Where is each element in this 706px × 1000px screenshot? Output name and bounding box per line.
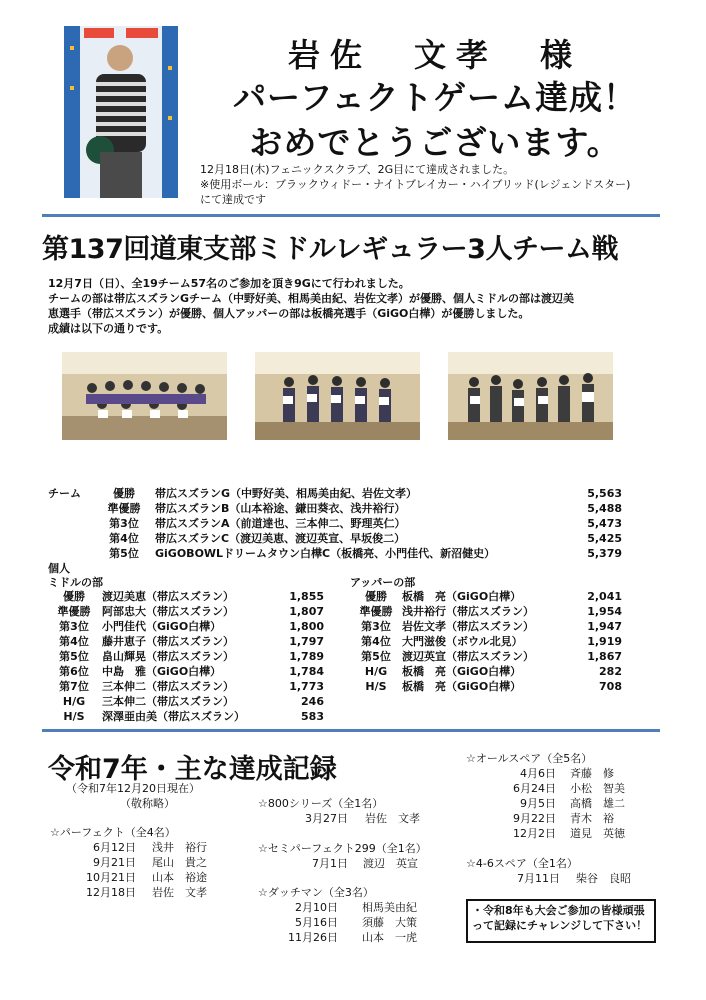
upper-name: 板橋 亮（GiGO白樺） bbox=[402, 665, 522, 678]
record-date: 2月10日 bbox=[295, 901, 338, 914]
ball-note: ※使用ボール：ブラックウィドー・ナイトブレイカー・ハイブリッド(レジェンドスター)にて達成です bbox=[200, 178, 631, 206]
headline: パーフェクトゲーム達成！ bbox=[232, 78, 638, 117]
record-category-semi: ☆セミパーフェクト299（全1名） bbox=[258, 842, 427, 855]
team-score: 5,425 bbox=[587, 532, 622, 545]
record-name: 渡辺 英宣 bbox=[363, 857, 418, 870]
record-name: 道見 英徳 bbox=[570, 827, 625, 840]
records-title: 令和7年・主な達成記録 bbox=[48, 754, 337, 785]
middle-score: 1,773 bbox=[289, 680, 324, 693]
record-name: 小松 智美 bbox=[570, 782, 625, 795]
divider bbox=[42, 729, 660, 732]
upper-rank: 準優勝 bbox=[359, 605, 393, 618]
middle-rank: 第5位 bbox=[59, 650, 89, 663]
group-photo-team-1 bbox=[62, 352, 227, 440]
middle-rank: 第3位 bbox=[59, 620, 89, 633]
record-date: 6月24日 bbox=[513, 782, 556, 795]
middle-score: 583 bbox=[301, 710, 324, 723]
record-date: 10月21日 bbox=[86, 871, 136, 884]
event-title: 第137回道東支部ミドルレギュラー3人チーム戦 bbox=[42, 234, 618, 265]
middle-rank: H/G bbox=[62, 695, 86, 708]
team-label: チーム bbox=[48, 487, 81, 500]
upper-rank: H/S bbox=[365, 680, 387, 693]
middle-rank: 第6位 bbox=[59, 665, 89, 678]
middle-name: 藤井恵子（帯広スズラン） bbox=[102, 635, 234, 648]
as-of-date: （令和7年12月20日現在） bbox=[66, 782, 200, 795]
record-date: 9月22日 bbox=[513, 812, 556, 825]
middle-rank: H/S bbox=[63, 710, 85, 723]
upper-division-label: アッパーの部 bbox=[350, 576, 416, 589]
team-rank: 第3位 bbox=[109, 517, 139, 530]
divider bbox=[42, 214, 660, 217]
middle-name: 深澤亜由美（帯広スズラン） bbox=[102, 710, 245, 723]
record-name: 斉藤 修 bbox=[570, 767, 614, 780]
record-category-s800: ☆800シリーズ（全1名） bbox=[258, 797, 384, 810]
record-date: 12月2日 bbox=[513, 827, 556, 840]
middle-name: 渡辺美恵（帯広スズラン） bbox=[102, 590, 234, 603]
event-intro: 12月7日（日）、全19チーム57名のご参加を頂き9Gにて行われました。 bbox=[48, 277, 410, 290]
record-name: 尾山 貴之 bbox=[152, 856, 207, 869]
individual-label: 個人 bbox=[48, 562, 70, 575]
record-name: 青木 裕 bbox=[570, 812, 614, 825]
middle-name: 中島 雅（GiGO白樺） bbox=[102, 665, 222, 678]
team-rank: 準優勝 bbox=[107, 502, 141, 515]
record-name: 岩佐 文孝 bbox=[365, 812, 420, 825]
middle-rank: 優勝 bbox=[63, 590, 85, 603]
middle-name: 小門佳代（GiGO白樺） bbox=[102, 620, 222, 633]
upper-score: 708 bbox=[599, 680, 622, 693]
record-name: 浅井 裕行 bbox=[152, 841, 207, 854]
upper-score: 1,867 bbox=[587, 650, 622, 663]
congrats-text: おめでとうございます。 bbox=[249, 123, 621, 162]
record-date: 9月5日 bbox=[520, 797, 556, 810]
team-name: 帯広スズランB（山本裕途、鎌田葵衣、浅井裕行） bbox=[155, 502, 406, 515]
middle-name: 三本伸二（帯広スズラン） bbox=[102, 680, 234, 693]
middle-score: 1,789 bbox=[289, 650, 324, 663]
upper-score: 1,954 bbox=[587, 605, 622, 618]
record-date: 4月6日 bbox=[520, 767, 556, 780]
record-category-spare46: ☆4-6スペア（全1名） bbox=[466, 857, 578, 870]
team-name: 帯広スズランC（渡辺美恵、渡辺英宣、早坂俊二） bbox=[155, 532, 406, 545]
record-category-dutch: ☆ダッチマン（全3名） bbox=[258, 886, 374, 899]
record-date: 3月27日 bbox=[305, 812, 348, 825]
record-date: 6月12日 bbox=[93, 841, 136, 854]
group-photo-team-3 bbox=[448, 352, 613, 440]
middle-name: 阿部忠大（帯広スズラン） bbox=[102, 605, 234, 618]
middle-name: 三本伸二（帯広スズラン） bbox=[102, 695, 234, 708]
message-box: ・令和8年も大会ご参加の皆様頑張って記録にチャレンジして下さい！ bbox=[466, 899, 656, 943]
team-score: 5,488 bbox=[587, 502, 622, 515]
event-summary-2: 恵選手（帯広スズラン）が優勝、個人アッパーの部は板橋亮選手（GiGO白樺）が優勝しました。 bbox=[48, 307, 530, 320]
achievement-note: 12月18日(木)フェニックスクラブ、2G目にて達成されました。 bbox=[200, 163, 515, 176]
record-name: 須藤 大策 bbox=[362, 916, 417, 929]
team-score: 5,473 bbox=[587, 517, 622, 530]
team-score: 5,379 bbox=[587, 547, 622, 560]
upper-rank: 優勝 bbox=[365, 590, 387, 603]
team-rank: 第5位 bbox=[109, 547, 139, 560]
middle-rank: 第4位 bbox=[59, 635, 89, 648]
record-name: 山本 裕途 bbox=[152, 871, 207, 884]
middle-name: 畠山輝晃（帯広スズラン） bbox=[102, 650, 234, 663]
middle-score: 1,797 bbox=[289, 635, 324, 648]
upper-name: 板橋 亮（GiGO白樺） bbox=[402, 590, 522, 603]
team-rank: 優勝 bbox=[113, 487, 135, 500]
team-name: 帯広スズランA（前道達也、三本伸二、野理英仁） bbox=[155, 517, 406, 530]
middle-division-label: ミドルの部 bbox=[48, 576, 103, 589]
middle-score: 1,784 bbox=[289, 665, 324, 678]
upper-name: 岩佐文孝（帯広スズラン） bbox=[402, 620, 534, 633]
middle-score: 1,800 bbox=[289, 620, 324, 633]
upper-score: 2,041 bbox=[587, 590, 622, 603]
upper-rank: 第5位 bbox=[361, 650, 391, 663]
record-name: 高橋 雄二 bbox=[570, 797, 625, 810]
group-photo-team-2 bbox=[255, 352, 420, 440]
upper-name: 板橋 亮（GiGO白樺） bbox=[402, 680, 522, 693]
winner-photo bbox=[64, 26, 178, 198]
record-name: 山本 一虎 bbox=[362, 931, 417, 944]
upper-rank: H/G bbox=[364, 665, 388, 678]
record-date: 11月26日 bbox=[288, 931, 338, 944]
team-score: 5,563 bbox=[587, 487, 622, 500]
record-category-allspare: ☆オールスペア（全5名） bbox=[466, 752, 593, 765]
record-name: 柴谷 良昭 bbox=[576, 872, 631, 885]
record-date: 9月21日 bbox=[93, 856, 136, 869]
upper-score: 282 bbox=[599, 665, 622, 678]
upper-name: 大門滋俊（ボウル北見） bbox=[402, 635, 523, 648]
team-name: 帯広スズランG（中野好美、相馬美由紀、岩佐文孝） bbox=[155, 487, 418, 500]
upper-name: 浅井裕行（帯広スズラン） bbox=[402, 605, 534, 618]
honorific-note: （敬称略） bbox=[120, 797, 175, 810]
record-date: 7月1日 bbox=[312, 857, 348, 870]
upper-score: 1,947 bbox=[587, 620, 622, 633]
record-date: 12月18日 bbox=[86, 886, 136, 899]
record-date: 5月16日 bbox=[295, 916, 338, 929]
upper-score: 1,919 bbox=[587, 635, 622, 648]
team-rank: 第4位 bbox=[109, 532, 139, 545]
middle-score: 1,855 bbox=[289, 590, 324, 603]
upper-rank: 第4位 bbox=[361, 635, 391, 648]
upper-name: 渡辺英宣（帯広スズラン） bbox=[402, 650, 534, 663]
event-summary-3: 成績は以下の通りです。 bbox=[48, 322, 169, 335]
middle-rank: 第7位 bbox=[59, 680, 89, 693]
event-summary-1: チームの部は帯広スズランGチーム（中野好美、相馬美由紀、岩佐文孝）が優勝、個人ミドルの部は渡辺美 bbox=[48, 292, 575, 305]
winner-name: 岩佐 文孝 様 bbox=[287, 36, 582, 74]
record-name: 相馬美由紀 bbox=[362, 901, 417, 914]
team-name: GiGOBOWLドリームタウン白樺C（板橋亮、小門佳代、新沼健史） bbox=[155, 547, 496, 560]
middle-score: 246 bbox=[301, 695, 324, 708]
record-category-perfect: ☆パーフェクト（全4名） bbox=[50, 826, 176, 839]
record-date: 7月11日 bbox=[517, 872, 560, 885]
upper-rank: 第3位 bbox=[361, 620, 391, 633]
record-name: 岩佐 文孝 bbox=[152, 886, 207, 899]
middle-rank: 準優勝 bbox=[57, 605, 91, 618]
middle-score: 1,807 bbox=[289, 605, 324, 618]
